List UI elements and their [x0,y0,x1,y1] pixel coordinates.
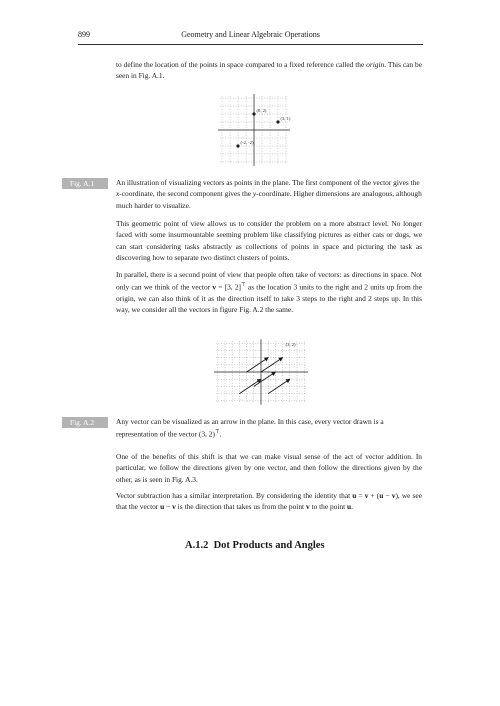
point-1 [276,120,279,123]
point-label-0: (0, 2) [256,108,267,113]
page-header [78,30,423,45]
section-heading: A.1.2 Dot Products and Angles [185,540,325,551]
vector-addition-paragraph: One of the benefits of this shift is that we can make visual sense of the act of vector addition. In particular, we follow the directions given by one vector, and then follow the directions given by the other, as is seen in Fig. A.3. [116,452,422,484]
figure-a1-points-plot [216,94,292,166]
point-label-1: (3, 1) [280,116,291,121]
point-0 [252,112,255,115]
point-label-2: (-2, -2) [240,140,254,145]
vector-arrow-1 [254,372,276,386]
vector-subtraction-paragraph: Vector subtraction has a similar interpretation. By considering the identity that u = v + (u − v), we see that the vector u − v is the direction that takes us from the point v to the point u. [116,491,422,512]
point-2 [236,144,239,147]
figure-a2-tag: Fig. A.2 [62,417,108,428]
running-title: Geometry and Linear Algebraic Operations [181,30,320,39]
direction-view-paragraph: In parallel, there is a second point of view that people often take of vectors: as directions in space. Not only can we think of the vector v = [3, 2]⊤ as the location 3 units to the right and 2 units up from the origin, we can also think of it as the direction itself to take 3 steps to the right and 2 steps up. In this way, we consider all the vectors in figure Fig. A.2 the same. [116,270,422,315]
figure-a2-vectors-plot [214,338,308,406]
figure-a1-caption: An illustration of visualizing vectors as points in the plane. The first component of the vector gives the x-coordinate, the second component gives the y-coordinate. Higher dimensions are analogous, although much harder to visualize. [116,178,422,210]
intro-paragraph: to define the location of the points in space compared to a fixed reference called the origin. This can be seen in Fig. A.1. [116,60,422,81]
figure-a1-tag: Fig. A.1 [62,178,108,189]
page-number: 899 [78,30,90,39]
geometric-view-paragraph: This geometric point of view allows us to consider the problem on a more abstract level. No longer faced with some insurmountable seeming problem like classifying pictures as either cats or dogs, we can start considering tasks abstractly as collections of points in space and picturing the task as discovering how to separate two distinct clusters of points. [116,219,422,262]
vector-label: (3, 2) [285,342,296,348]
figure-a2-caption: Any vector can be visualized as an arrow in the plane. In this case, every vector drawn is a representation of the vector (3, 2)⊤. [116,417,384,439]
